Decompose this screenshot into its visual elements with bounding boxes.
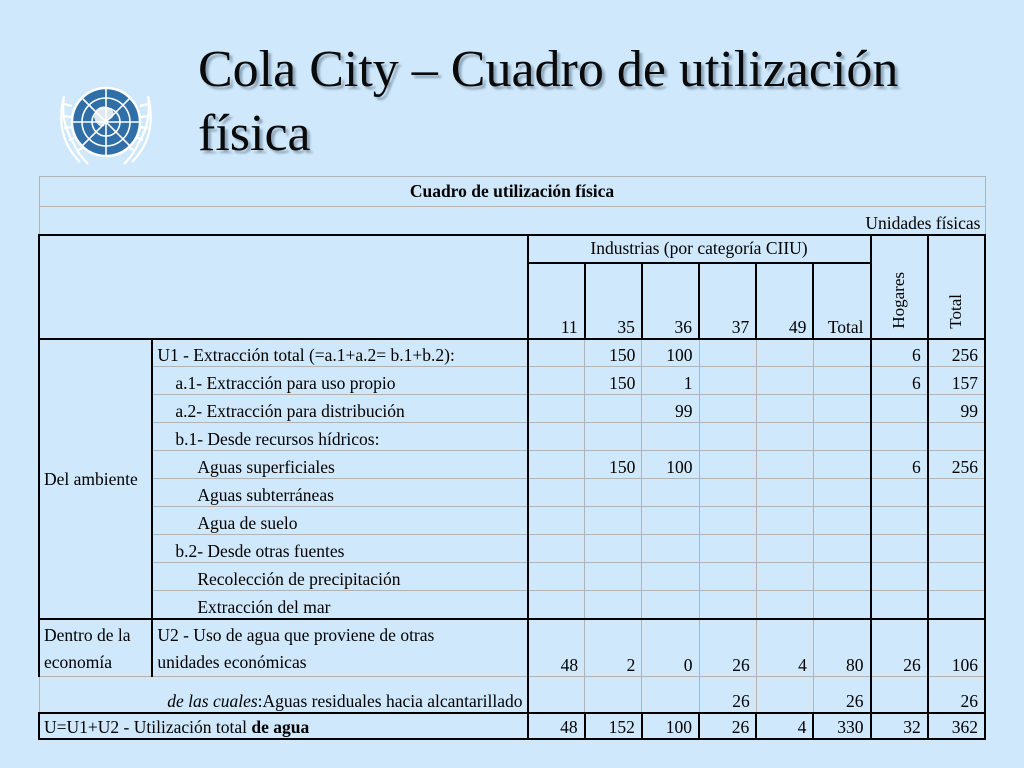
cell	[585, 563, 642, 591]
cell: 0	[642, 619, 699, 677]
cell: 6	[871, 339, 928, 367]
cell	[813, 535, 870, 563]
group-ambiente: Del ambiente	[39, 339, 152, 619]
table-row	[39, 479, 985, 507]
cell	[642, 479, 699, 507]
cell	[871, 423, 928, 451]
row-label: Recolección de precipitación	[152, 563, 527, 591]
cell	[528, 677, 585, 713]
cell	[699, 339, 756, 367]
cell	[756, 423, 813, 451]
cell: 26	[699, 619, 756, 677]
cell	[871, 395, 928, 423]
cell	[813, 479, 870, 507]
cell	[813, 591, 870, 619]
table-row	[39, 507, 985, 535]
u2-row	[39, 619, 985, 677]
cell	[699, 423, 756, 451]
cell	[813, 423, 870, 451]
cell	[813, 395, 870, 423]
cell: 99	[642, 395, 699, 423]
cell	[642, 677, 699, 713]
col-header-35: 35	[585, 263, 642, 339]
cell	[528, 451, 585, 479]
row-label: Aguas subterráneas	[152, 479, 527, 507]
cell: 2	[585, 619, 642, 677]
cell	[528, 339, 585, 367]
table-caption: Cuadro de utilización física	[39, 177, 985, 207]
cell: 48	[528, 619, 585, 677]
col-header-11: 11	[528, 263, 585, 339]
table-row	[39, 535, 985, 563]
cell: 26	[813, 677, 870, 713]
cell	[928, 479, 985, 507]
cell: 362	[928, 713, 985, 739]
cell	[756, 451, 813, 479]
cell	[585, 507, 642, 535]
row-label: b.2- Desde otras fuentes	[152, 535, 527, 563]
total-row	[39, 713, 985, 739]
cell: 150	[585, 339, 642, 367]
table-row	[39, 563, 985, 591]
cell	[528, 395, 585, 423]
cell	[585, 395, 642, 423]
cell	[756, 395, 813, 423]
cell: 4	[756, 619, 813, 677]
cell: 32	[871, 713, 928, 739]
table-row	[39, 591, 985, 619]
cell	[756, 563, 813, 591]
cell	[699, 563, 756, 591]
hogares-header: Hogares	[871, 235, 928, 339]
cell	[813, 451, 870, 479]
cell: 100	[642, 451, 699, 479]
cell	[528, 367, 585, 395]
cell	[585, 677, 642, 713]
cell	[928, 591, 985, 619]
row-label: a.2- Extracción para distribución	[152, 395, 527, 423]
row-label: Extracción del mar	[152, 591, 527, 619]
table-row	[39, 367, 985, 395]
cell	[871, 591, 928, 619]
col-header-total: Total	[813, 263, 870, 339]
cell	[699, 367, 756, 395]
physical-use-table	[38, 176, 986, 740]
cell	[756, 367, 813, 395]
cell	[528, 479, 585, 507]
cell	[928, 423, 985, 451]
row-label: U1 - Extracción total (=a.1+a.2= b.1+b.2):	[152, 339, 527, 367]
cell: 4	[756, 713, 813, 739]
cell	[871, 677, 928, 713]
industries-header: Industrias (por categoría CIIU)	[528, 235, 871, 263]
cell: 330	[813, 713, 870, 739]
cell	[928, 535, 985, 563]
cell	[528, 591, 585, 619]
cell	[871, 507, 928, 535]
cell	[871, 479, 928, 507]
cell: 150	[585, 367, 642, 395]
cell	[528, 507, 585, 535]
header-blank	[39, 235, 528, 339]
cell: 100	[642, 339, 699, 367]
cell	[813, 367, 870, 395]
col-header-36: 36	[642, 263, 699, 339]
cell	[528, 423, 585, 451]
cell	[699, 591, 756, 619]
cell	[642, 423, 699, 451]
cell	[699, 479, 756, 507]
cell: 150	[585, 451, 642, 479]
cell	[871, 563, 928, 591]
cell	[528, 535, 585, 563]
cell	[642, 507, 699, 535]
slide-title	[198, 38, 998, 166]
cell: 1	[642, 367, 699, 395]
cell: 6	[871, 451, 928, 479]
cell: 80	[813, 619, 870, 677]
col-header-37: 37	[699, 263, 756, 339]
cell: 48	[528, 713, 585, 739]
row-label: a.1- Extracción para uso propio	[152, 367, 527, 395]
table-row	[39, 451, 985, 479]
header-row-1	[39, 235, 985, 263]
cell: 26	[871, 619, 928, 677]
cell	[699, 451, 756, 479]
cell	[585, 423, 642, 451]
cell: 157	[928, 367, 985, 395]
title-line-1: Cola City – Cuadro de utilización	[198, 41, 899, 98]
cell: 99	[928, 395, 985, 423]
cell	[585, 479, 642, 507]
cell: 26	[699, 713, 756, 739]
cell	[756, 339, 813, 367]
cell	[642, 563, 699, 591]
cell	[699, 535, 756, 563]
cell	[756, 591, 813, 619]
cell	[756, 535, 813, 563]
cell: 100	[642, 713, 699, 739]
sewer-label: de las cuales:Aguas residuales hacia alcantarillado	[39, 677, 528, 713]
col-header-49: 49	[756, 263, 813, 339]
cell	[813, 339, 870, 367]
cell: 6	[871, 367, 928, 395]
cell	[928, 563, 985, 591]
cell: 26	[928, 677, 985, 713]
row-label: Aguas superficiales	[152, 451, 527, 479]
group-economia: Dentro de la economía	[39, 619, 152, 677]
cell: 26	[699, 677, 756, 713]
table-row	[39, 395, 985, 423]
cell: 152	[585, 713, 642, 739]
units-row	[39, 207, 985, 235]
total-header: Total	[928, 235, 985, 339]
cell	[756, 479, 813, 507]
cell: 106	[928, 619, 985, 677]
cell	[642, 535, 699, 563]
cell	[756, 507, 813, 535]
table-row	[39, 339, 985, 367]
cell	[928, 507, 985, 535]
cell: 256	[928, 339, 985, 367]
table-row	[39, 423, 985, 451]
caption-row	[39, 177, 985, 207]
title-line-2: física	[198, 105, 311, 162]
cell	[642, 591, 699, 619]
row-label: b.1- Desde recursos hídricos:	[152, 423, 527, 451]
units-label: Unidades físicas	[39, 207, 985, 235]
cell	[871, 535, 928, 563]
cell	[813, 563, 870, 591]
total-label: U=U1+U2 - Utilización total de agua	[39, 713, 528, 739]
sewer-row	[39, 677, 985, 713]
cell	[699, 395, 756, 423]
cell	[813, 507, 870, 535]
cell	[699, 507, 756, 535]
u2-label: U2 - Uso de agua que proviene de otras unidades económicas	[152, 619, 527, 677]
cell: 256	[928, 451, 985, 479]
cell	[585, 591, 642, 619]
cell	[585, 535, 642, 563]
un-emblem-icon	[50, 74, 162, 174]
cell	[528, 563, 585, 591]
row-label: Agua de suelo	[152, 507, 527, 535]
cell	[756, 677, 813, 713]
